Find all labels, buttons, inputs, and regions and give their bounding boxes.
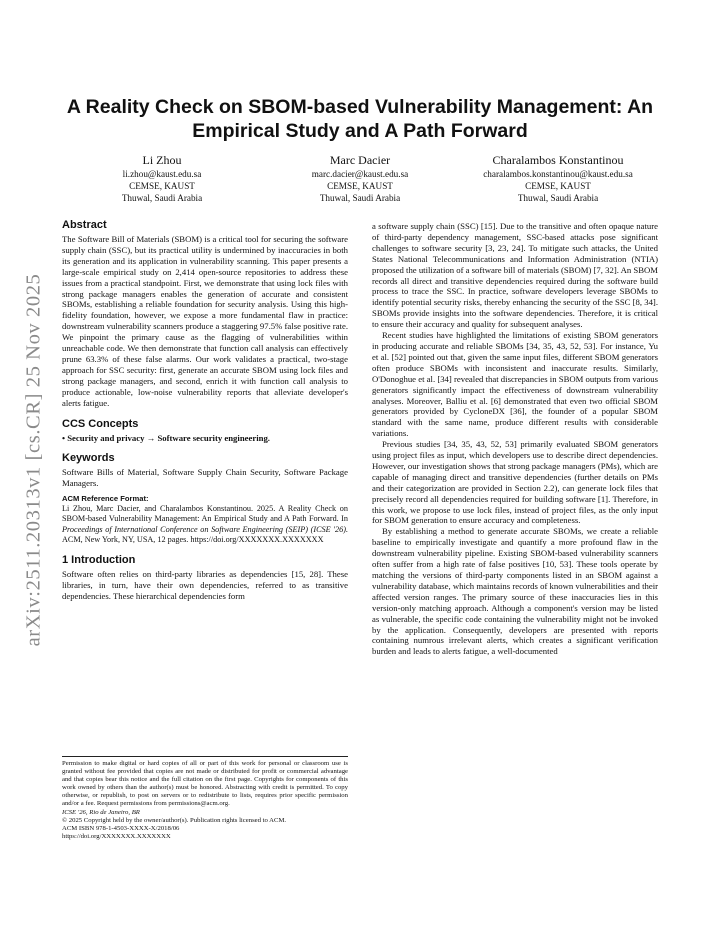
ccs-heading: CCS Concepts <box>62 417 139 430</box>
author-1 <box>62 152 262 204</box>
keywords-text: Software Bills of Material, Software Supply Chain Security, Software Package Managers. <box>62 467 348 489</box>
arxiv-identifier <box>14 230 54 690</box>
permission-footnote <box>62 756 348 841</box>
copyright-line: © 2025 Copyright held by the owner/author(s). Publication rights licensed to ACM. <box>62 816 287 824</box>
author-name: Marc Dacier <box>329 153 391 167</box>
author-email: li.zhou@kaust.edu.sa <box>122 169 202 179</box>
author-dept: CEMSE, KAUST <box>327 181 393 191</box>
intro-paragraph: a software supply chain (SSC) [15]. Due to the transitive and often opaque nature of third-party dependency management, SSC-based attacks pose significant challenges to software security [3, 23, 24]. To mitigate such attacks, the United States National Telecommunications and Information Administration (NTIA) proposed the utilization of a software bill of materials (SBOM) [7, 32]. An SBOM records all direct and transitive dependencies required during the software build process to trace the SSC. In practice, software developers leverage SBOMs to identify potential security risks, thereby enhancing the security of the SSC [8, 34]. SBOMs provide insights into the software dependencies. Therefore, it is critical to ensure their accuracy and quality for subsequent analyses. <box>372 221 658 330</box>
intro-paragraph: By establishing a method to generate accurate SBOMs, we create a reliable baseline to empirically investigate and quantify a more profound flaw in the downstream vulnerability pipeline. Existing SBOM-based vulnerability scanners often suffer from a high rate of false positives [10, 53]. These tools operate by matching the versions of third-party components listed in an SBOM against a vulnerability database, which maintains records of known vulnerabilities and their affected version ranges. The primary source of these inaccuracies lies in this version-only matching approach. Although a component's version may be listed as vulnerable, the specific code containing the vulnerability might not be invoked by the application. Consequently, developers are presented with reports containing numrous irrelevant alerts, which creates a significant verification burden and leads to alerts fatigue, a well-documented <box>372 526 658 657</box>
author-dept: CEMSE, KAUST <box>525 181 591 191</box>
introduction-text-left: Software often relies on third-party libraries as dependencies [15, 28]. These libraries, in turn, have their own dependencies, referred to as transitive dependencies. These hierarchical dependencies form <box>62 569 348 601</box>
author-email: marc.dacier@kaust.edu.sa <box>311 169 409 179</box>
author-location: Thuwal, Saudi Arabia <box>121 193 203 203</box>
introduction-heading: 1 Introduction <box>62 554 136 567</box>
author-location: Thuwal, Saudi Arabia <box>319 193 401 203</box>
acm-reference-venue: Proceedings of International Conference on Software Engineering (SEIP) (ICSE '26). <box>62 524 348 534</box>
author-name: Li Zhou <box>142 153 182 167</box>
acm-reference-text: Li Zhou, Marc Dacier, and Charalambos Konstantinou. 2025. A Reality Check on SBOM-based Vulnerability Management: An Empirical Study and A Path Forward. In Proceedings of International Conference on Software Engineering (SEIP) (ICSE '26). ACM, New York, NY, USA, 12 pages. https://doi.org/XXXXXXX.XXXXXXX <box>62 504 348 544</box>
abstract-text: The Software Bill of Materials (SBOM) is a critical tool for securing the software supply chain (SSC), but its practical utility is undermined by inaccuracies in both its generation and its application in vulnerability scanning. This paper presents a large-scale empirical study on 2,414 open-source repositories to address these issues from a practical standpoint. First, we demonstrate that using lock files with strong package managers enables the generation of accurate and consistent SBOMs, establishing a reliable foundation for security analysis. Using this high-fidelity foundation, however, we expose a more fundamental flaw in practice: downstream vulnerability scanners produce a staggering 97.5% false positive rate. We pinpoint the primary cause as the flagging of vulnerabilities within unreachable code. We then demonstrate that function call analysis can effectively prune 63.3% of these false alarms. Our work validates a practical, two-stage approach for SSC security: first, generate an accurate SBOM using lock files and strong package managers, and second, enrich it with function call analysis to produce actionable, low-noise vulnerability reports that alleviate developer's alerts fatigue. <box>62 234 348 408</box>
doi-line: https://doi.org/XXXXXXX.XXXXXXX <box>62 832 171 840</box>
intro-paragraph: Recent studies have highlighted the limitations of existing SBOM generators in producing accurate and reliable SBOMs [34, 35, 43, 52, 53]. For instance, Yu et al. [52] pointed out that, given the same input files, different SBOM generators often produce SBOMs with inconsistent and inaccurate results. Similarly, O'Donoghue et al. [34] revealed that discrepancies in SBOM outputs from various generators significantly impact the effectiveness of downstream vulnerability analyses. Moreover, Balliu et al. [6] demonstrated that even two official SBOM generators provided by CycloneDX [36], the founder of a popular SBOM standard with the same name, produce different results with considerable variations. <box>372 330 658 439</box>
acm-reference-heading: ACM Reference Format: <box>62 494 149 504</box>
conference-info: ICSE '26, Rio de Janeiro, BR <box>62 808 140 816</box>
paper-title: A Reality Check on SBOM-based Vulnerability Management: An Empirical Study and A Path Forward <box>66 96 654 142</box>
abstract-heading: Abstract <box>62 219 107 231</box>
author-location: Thuwal, Saudi Arabia <box>517 193 599 203</box>
author-dept: CEMSE, KAUST <box>129 181 195 191</box>
left-column <box>62 218 348 602</box>
isbn-line: ACM ISBN 978-1-4503-XXXX-X/2018/06 <box>62 824 180 832</box>
keywords-heading: Keywords <box>62 452 115 465</box>
author-email: charalambos.konstantinou@kaust.edu.sa <box>483 169 633 179</box>
permission-text: Permission to make digital or hard copies of all or part of this work for personal or classroom use is granted without fee provided that copies are not made or distributed for profit or commercial advantage and that copies bear this notice and the full citation on the first page. Copyrights for components of this work owned by others than the author(s) must be honored. Abstracting with credit is permitted. To copy otherwise, or republish, to post on servers or to redistribute to lists, requires prior specific permission and/or a fee. Request permissions from permissions@acm.org. <box>62 760 348 808</box>
right-column <box>372 221 658 657</box>
intro-paragraph: Previous studies [34, 35, 43, 52, 53] primarily evaluated SBOM generators using project files as input, which developers use to describe direct dependencies. However, our investigation shows that strong package managers (PMs), which are capable of managing direct and transitive dependencies (further details on PMs and their categorization are provided in Section 2.2), can generate lock files that precisely record all dependencies required for building software [1]. Therefore, in this work, we propose to use lock files, instead of project files, as the only input for SBOM generation to ensure accuracy and completeness. <box>372 439 658 526</box>
author-3 <box>458 152 658 204</box>
arxiv-id-text: arXiv:2511.20313v1 [cs.CR] 25 Nov 2025 <box>22 273 45 647</box>
author-2 <box>260 152 460 204</box>
ccs-text: • Security and privacy → Software security engineering. <box>62 432 270 443</box>
author-name: Charalambos Konstantinou <box>492 153 624 167</box>
